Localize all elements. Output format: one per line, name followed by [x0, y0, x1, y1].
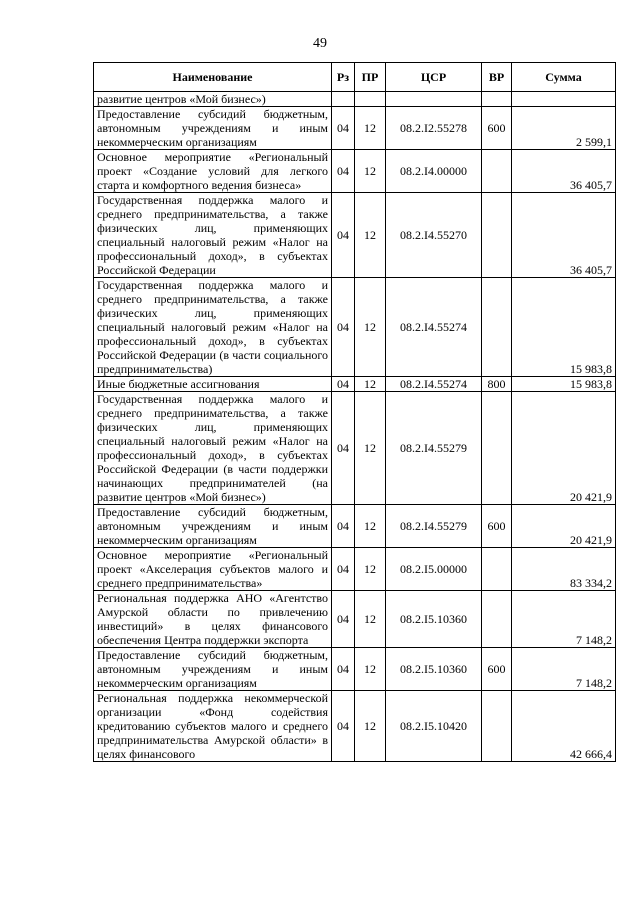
row-csr: 08.2.I4.55274 — [386, 377, 482, 392]
row-csr — [386, 92, 482, 107]
row-rz: 04 — [332, 392, 355, 505]
table-row — [94, 392, 616, 505]
row-rz: 04 — [332, 150, 355, 193]
row-vr: 600 — [482, 107, 512, 150]
row-vr — [482, 691, 512, 762]
row-csr: 08.2.I2.55278 — [386, 107, 482, 150]
row-name: Государственная поддержка малого и среднего предпринимательства, а также физических лиц, применяющих специальный налоговый режим «Налог на профессиональный доход», в субъектах Российской Федерации (в части поддержки начинающих предпринимателей (на развитие центров «Мой бизнес») — [94, 392, 332, 505]
row-vr — [482, 150, 512, 193]
row-sum: 36 405,7 — [512, 193, 616, 278]
table-row — [94, 193, 616, 278]
row-csr: 08.2.I5.00000 — [386, 548, 482, 591]
row-rz: 04 — [332, 648, 355, 691]
header-rz: Рз — [332, 63, 355, 92]
row-pr: 12 — [355, 107, 386, 150]
row-pr: 12 — [355, 591, 386, 648]
row-vr — [482, 92, 512, 107]
row-csr: 08.2.I4.00000 — [386, 150, 482, 193]
row-name: развитие центров «Мой бизнес») — [94, 92, 332, 107]
row-csr: 08.2.I4.55270 — [386, 193, 482, 278]
table-row — [94, 548, 616, 591]
table-row — [94, 107, 616, 150]
row-vr — [482, 548, 512, 591]
header-csr: ЦСР — [386, 63, 482, 92]
row-pr: 12 — [355, 691, 386, 762]
row-name: Государственная поддержка малого и среднего предпринимательства, а также физических лиц, применяющих специальный налоговый режим «Налог на профессиональный доход», в субъектах Российской Федерации (в части социального предпринимательства) — [94, 278, 332, 377]
row-rz: 04 — [332, 278, 355, 377]
row-pr: 12 — [355, 278, 386, 377]
row-name: Предоставление субсидий бюджетным, автономным учреждениям и иным некоммерческим организациям — [94, 505, 332, 548]
row-sum: 2 599,1 — [512, 107, 616, 150]
row-pr: 12 — [355, 150, 386, 193]
budget-table — [93, 62, 616, 762]
row-vr — [482, 392, 512, 505]
header-vr: ВР — [482, 63, 512, 92]
table-row — [94, 92, 616, 107]
row-pr — [355, 92, 386, 107]
row-pr: 12 — [355, 193, 386, 278]
table-row — [94, 377, 616, 392]
row-csr: 08.2.I4.55279 — [386, 392, 482, 505]
row-vr: 600 — [482, 505, 512, 548]
row-name: Предоставление субсидий бюджетным, автономным учреждениям и иным некоммерческим организациям — [94, 648, 332, 691]
row-rz: 04 — [332, 377, 355, 392]
header-pr: ПР — [355, 63, 386, 92]
row-pr: 12 — [355, 505, 386, 548]
row-rz: 04 — [332, 505, 355, 548]
row-csr: 08.2.I5.10360 — [386, 648, 482, 691]
row-csr: 08.2.I5.10360 — [386, 591, 482, 648]
row-vr — [482, 591, 512, 648]
row-sum: 36 405,7 — [512, 150, 616, 193]
row-name: Основное мероприятие «Региональный проект «Акселерация субъектов малого и среднего предпринимательства» — [94, 548, 332, 591]
row-rz: 04 — [332, 591, 355, 648]
row-sum: 7 148,2 — [512, 648, 616, 691]
row-pr: 12 — [355, 392, 386, 505]
row-sum: 7 148,2 — [512, 591, 616, 648]
row-vr — [482, 278, 512, 377]
row-sum — [512, 92, 616, 107]
row-rz: 04 — [332, 107, 355, 150]
row-name: Предоставление субсидий бюджетным, автономным учреждениям и иным некоммерческим организациям — [94, 107, 332, 150]
row-name: Иные бюджетные ассигнования — [94, 377, 332, 392]
row-rz — [332, 92, 355, 107]
row-vr: 600 — [482, 648, 512, 691]
row-sum: 15 983,8 — [512, 278, 616, 377]
row-rz: 04 — [332, 691, 355, 762]
row-sum: 15 983,8 — [512, 377, 616, 392]
header-sum: Сумма — [512, 63, 616, 92]
row-vr: 800 — [482, 377, 512, 392]
row-pr: 12 — [355, 648, 386, 691]
table-header-row — [94, 63, 616, 92]
row-sum: 20 421,9 — [512, 392, 616, 505]
header-name: Наименование — [94, 63, 332, 92]
row-vr — [482, 193, 512, 278]
row-sum: 83 334,2 — [512, 548, 616, 591]
row-name: Региональная поддержка некоммерческой организации «Фонд содействия кредитованию субъектов малого и среднего предпринимательства Амурской области» в целях финансового — [94, 691, 332, 762]
page-number: 49 — [313, 36, 327, 51]
table-row — [94, 591, 616, 648]
table-row — [94, 691, 616, 762]
table-row — [94, 278, 616, 377]
row-name: Государственная поддержка малого и среднего предпринимательства, а также физических лиц, применяющих специальный налоговый режим «Налог на профессиональный доход», в субъектах Российской Федерации — [94, 193, 332, 278]
row-pr: 12 — [355, 548, 386, 591]
table-row — [94, 505, 616, 548]
row-rz: 04 — [332, 548, 355, 591]
row-csr: 08.2.I4.55274 — [386, 278, 482, 377]
row-sum: 42 666,4 — [512, 691, 616, 762]
table-row — [94, 648, 616, 691]
row-name: Региональная поддержка АНО «Агентство Амурской области по привлечению инвестиций» в целях финансового обеспечения Центра поддержки экспорта — [94, 591, 332, 648]
row-csr: 08.2.I4.55279 — [386, 505, 482, 548]
row-name: Основное мероприятие «Региональный проект «Создание условий для легкого старта и комфортного ведения бизнеса» — [94, 150, 332, 193]
row-csr: 08.2.I5.10420 — [386, 691, 482, 762]
table-row — [94, 150, 616, 193]
row-pr: 12 — [355, 377, 386, 392]
row-sum: 20 421,9 — [512, 505, 616, 548]
row-rz: 04 — [332, 193, 355, 278]
